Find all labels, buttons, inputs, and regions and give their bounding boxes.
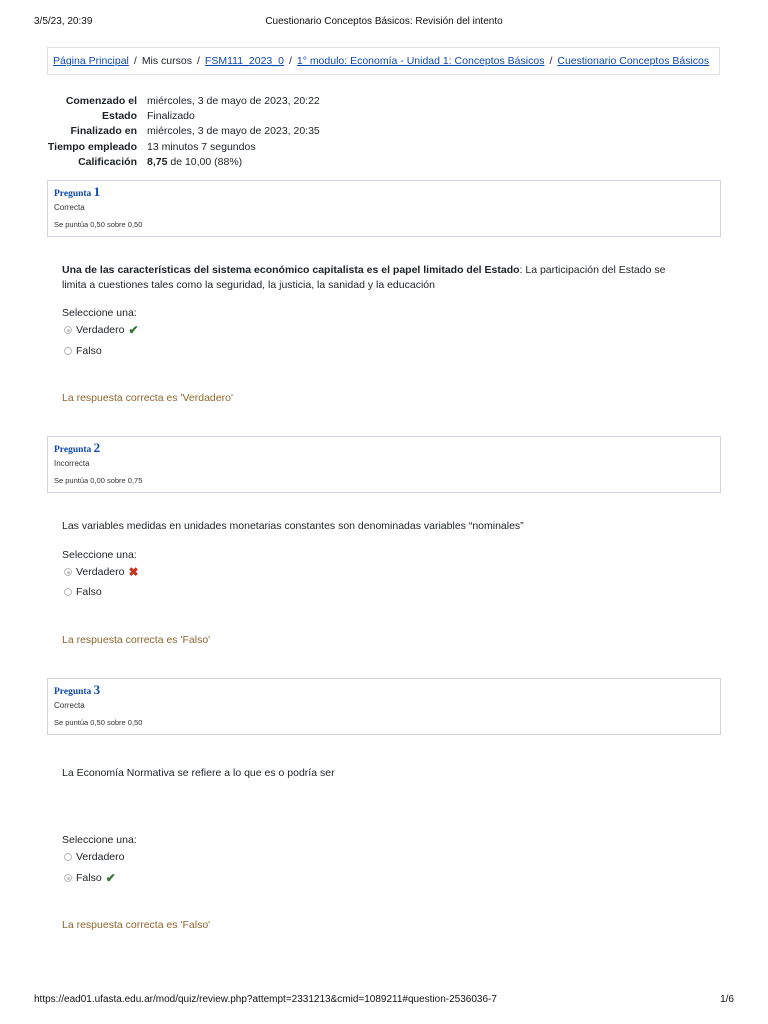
check-icon: ✔ [105, 871, 116, 885]
breadcrumb-my-courses: Mis cursos [141, 55, 192, 67]
check-icon: ✔ [128, 323, 139, 337]
summary-key: Estado [101, 110, 137, 123]
print-url: https://ead01.ufasta.edu.ar/mod/quiz/review.php?attempt=2331213&cmid=1089211#question-2536036-7 [34, 994, 497, 1005]
option-label: Verdadero [76, 324, 125, 336]
print-page-number: 1/6 [720, 994, 734, 1005]
summary-value: 13 minutos 7 segundos [147, 140, 256, 153]
grade-rest: de 10,00 (88%) [167, 155, 243, 168]
radio-button[interactable] [64, 588, 72, 596]
radio-button[interactable] [64, 568, 72, 576]
select-one-prompt: Seleccione una: [62, 834, 137, 846]
summary-key: Finalizado en [70, 125, 137, 138]
breadcrumb [47, 47, 720, 75]
breadcrumb-home-link[interactable]: Página Principal [53, 55, 129, 67]
breadcrumb-separator: / [549, 55, 553, 67]
question-text-2 [62, 519, 682, 534]
summary-row-finished [47, 124, 407, 139]
question-text-bold: Una de las características del sistema económico capitalista es el papel limitado del Estado [62, 264, 520, 276]
radio-button[interactable] [64, 853, 72, 861]
question-label: Pregunta [54, 189, 92, 199]
question-number-value: 1 [93, 184, 101, 199]
select-one-prompt: Seleccione una: [62, 307, 137, 319]
summary-value: miércoles, 3 de mayo de 2023, 20:22 [147, 95, 320, 107]
option-false[interactable] [64, 585, 102, 599]
question-info-3 [47, 678, 721, 735]
summary-value [147, 155, 407, 170]
grade-score: 8,75 [147, 155, 168, 168]
question-state: Incorrecta [54, 459, 90, 468]
question-state: Correcta [54, 203, 85, 212]
question-text-1 [62, 263, 682, 292]
option-false[interactable] [64, 344, 102, 358]
attempt-summary [47, 94, 407, 170]
question-label: Pregunta [54, 445, 92, 455]
summary-value: Finalizado [147, 110, 195, 123]
feedback-correct-answer: La respuesta correcta es 'Falso' [62, 919, 211, 931]
question-grade: Se puntúa 0,50 sobre 0,50 [54, 220, 143, 229]
question-grade: Se puntúa 0,50 sobre 0,50 [54, 718, 143, 727]
question-text-rest: Las variables medidas en unidades monetarias constantes son denominadas variables “nominales” [62, 520, 524, 532]
breadcrumb-course-link[interactable]: FSM111_2023_0 [204, 55, 284, 67]
feedback-correct-answer: La respuesta correcta es 'Verdadero' [62, 392, 233, 404]
option-true[interactable] [64, 323, 139, 337]
summary-value: miércoles, 3 de mayo de 2023, 20:35 [147, 125, 320, 138]
question-number [54, 682, 714, 700]
print-title: Cuestionario Conceptos Básicos: Revisión del intento [265, 16, 503, 27]
option-label: Verdadero [76, 851, 125, 863]
question-number [54, 184, 714, 202]
breadcrumb-quiz-link[interactable]: Cuestionario Conceptos Básicos [557, 55, 710, 67]
summary-row-grade [47, 155, 407, 170]
radio-button[interactable] [64, 326, 72, 334]
print-datetime: 3/5/23, 20:39 [34, 16, 93, 27]
summary-key: Calificación [78, 155, 137, 168]
option-false[interactable] [64, 871, 116, 885]
cross-icon: ✖ [128, 565, 139, 579]
question-info-1 [47, 180, 721, 237]
feedback-correct-answer: La respuesta correcta es 'Falso' [62, 634, 211, 646]
option-label: Falso [76, 345, 102, 357]
question-state: Correcta [54, 701, 85, 710]
print-header [34, 16, 734, 30]
breadcrumb-separator: / [133, 55, 137, 67]
breadcrumb-separator: / [197, 55, 200, 67]
question-text-rest: : La participación del Estado se limita a cuestiones tales como la seguridad, la justicia, la sanidad y la educación [62, 264, 666, 291]
select-one-prompt: Seleccione una: [62, 549, 137, 561]
radio-button[interactable] [64, 347, 72, 355]
summary-row-state [47, 109, 407, 124]
question-label: Pregunta [54, 687, 92, 697]
summary-row-time [47, 140, 407, 155]
question-text-rest: La Economía Normativa se refiere a lo que es o podría ser [62, 767, 335, 779]
summary-row-started [47, 94, 407, 109]
question-number-value: 3 [93, 682, 101, 697]
option-true[interactable] [64, 850, 124, 864]
print-footer [34, 994, 734, 1008]
breadcrumb-module-link[interactable]: 1° modulo: Economía - Unidad 1: Conceptos Básicos [296, 55, 545, 67]
question-info-2 [47, 436, 721, 493]
question-grade: Se puntúa 0,00 sobre 0,75 [54, 476, 143, 485]
option-true[interactable] [64, 565, 139, 579]
radio-button[interactable] [64, 874, 72, 882]
question-number-value: 2 [93, 440, 101, 455]
option-label: Falso [76, 586, 102, 598]
option-label: Verdadero [76, 566, 125, 578]
summary-key: Tiempo empleado [47, 140, 137, 153]
question-number [54, 440, 714, 458]
option-label: Falso [76, 872, 102, 884]
summary-key: Comenzado el [65, 95, 137, 107]
breadcrumb-separator: / [288, 55, 292, 67]
question-text-3 [62, 766, 682, 781]
